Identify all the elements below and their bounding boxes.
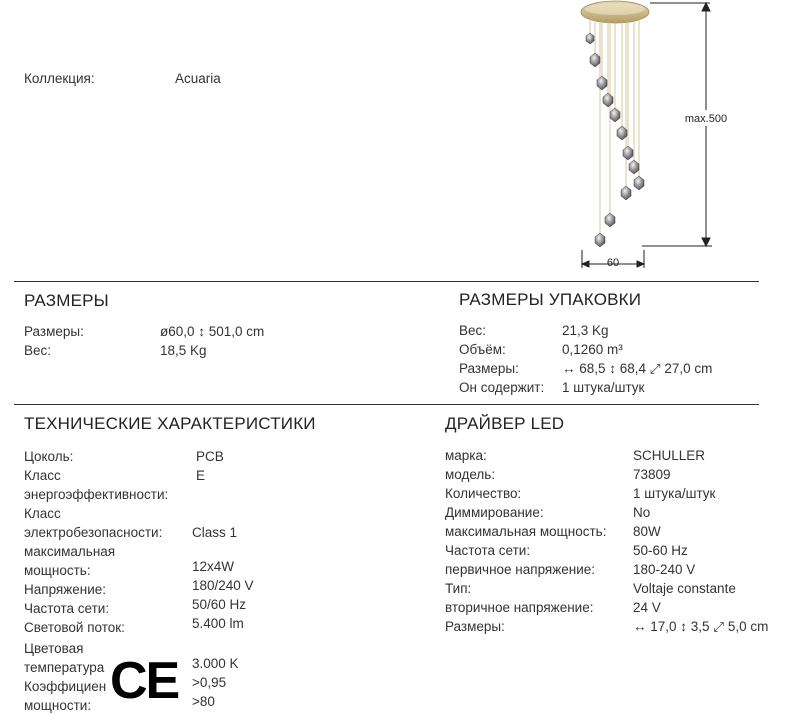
driver-row-value: 50-60 Hz xyxy=(633,543,688,558)
tech-row-label: мощность: xyxy=(24,563,91,578)
package-row-label: Размеры: xyxy=(459,361,519,376)
tech-row-label: максимальная xyxy=(24,544,116,559)
driver-row-label: Тип: xyxy=(445,581,472,596)
suspension-cables xyxy=(590,18,639,235)
package-row-label: Вес: xyxy=(459,323,487,338)
dimensions-row-label: Размеры: xyxy=(24,324,84,339)
driver-row-label: модель: xyxy=(445,467,496,482)
tech-row-value: >80 xyxy=(192,694,215,709)
dimensions-title: РАЗМЕРЫ xyxy=(24,291,109,310)
tech-row-label: энергоэффективности: xyxy=(24,487,169,502)
height-label: max.500 xyxy=(684,113,728,125)
tech-row-value: 12x4W xyxy=(192,559,235,574)
ce-mark-icon: CE xyxy=(110,652,179,710)
width-label: 60 xyxy=(606,257,620,269)
driver-row-value: 73809 xyxy=(633,467,671,482)
tech-row-value: 3.000 K xyxy=(192,656,239,671)
driver-row-label: Размеры: xyxy=(445,619,505,634)
tech-row-value: 5.400 lm xyxy=(192,616,244,631)
driver-row-label: Диммирование: xyxy=(445,505,544,520)
tech-row-label: Частота сети: xyxy=(24,601,110,616)
package-row-value: ↔ 68,5 ↕ 68,4 ⤢ 27,0 cm xyxy=(562,361,713,376)
divider-top xyxy=(14,281,759,282)
tech-title: ТЕХНИЧЕСКИЕ ХАРАКТЕРИСТИКИ xyxy=(24,414,316,433)
tech-row-label: электробезопасности: xyxy=(24,525,163,540)
driver-row-value: 80W xyxy=(633,524,661,539)
lamp-drawing xyxy=(560,0,760,275)
tech-row-label: Цоколь: xyxy=(24,449,74,464)
tech-row-label: Световой поток: xyxy=(24,620,125,635)
driver-title: ДРАЙВЕР LED xyxy=(445,414,565,433)
driver-row-value: 24 V xyxy=(633,600,661,615)
tech-row-value: Class 1 xyxy=(192,525,238,540)
dimensions-row-value: 18,5 Kg xyxy=(160,343,207,358)
tech-row-value: 180/240 V xyxy=(192,578,254,593)
tech-row-label: Напряжение: xyxy=(24,582,107,597)
driver-row-label: первичное напряжение: xyxy=(445,562,596,577)
driver-row-value: 1 штука/штук xyxy=(633,486,716,501)
driver-row-label: максимальная мощность: xyxy=(445,524,607,539)
tech-row-value: 50/60 Hz xyxy=(192,597,247,612)
driver-row-label: марка: xyxy=(445,448,487,463)
package-title: РАЗМЕРЫ УПАКОВКИ xyxy=(459,290,642,309)
tech-row-label: Цветовая xyxy=(24,641,84,656)
driver-row-value: No xyxy=(633,505,651,520)
package-row-value: 0,1260 m³ xyxy=(562,342,623,357)
tech-row-label: Класс xyxy=(24,506,61,521)
tech-row-value: E xyxy=(196,468,206,483)
tech-row-value: >0,95 xyxy=(192,675,227,690)
collection-label: Коллекция: xyxy=(24,71,95,86)
dimensions-row-label: Вес: xyxy=(24,343,52,358)
driver-row-label: вторичное напряжение: xyxy=(445,600,594,615)
driver-row-value: 180-240 V xyxy=(633,562,696,577)
package-row-value: 1 штука/штук xyxy=(562,380,645,395)
driver-row-label: Частота сети: xyxy=(445,543,531,558)
tech-row-label: Коэффициен xyxy=(24,679,107,694)
collection-value: Acuaria xyxy=(175,71,221,86)
tech-row-label: Класс xyxy=(24,468,61,483)
driver-row-value: SCHULLER xyxy=(633,448,706,463)
driver-row-label: Количество: xyxy=(445,486,522,501)
driver-row-value: ↔ 17,0 ↕ 3,5 ⤢ 5,0 cm xyxy=(633,619,769,634)
dimensions-row-value: ø60,0 ↕ 501,0 cm xyxy=(160,324,265,339)
package-row-label: Объём: xyxy=(459,342,506,357)
tech-row-value: PCB xyxy=(196,449,224,464)
package-row-label: Он содержит: xyxy=(459,380,545,395)
driver-row-value: Voltaje constante xyxy=(633,581,736,596)
package-row-value: 21,3 Kg xyxy=(562,323,609,338)
tech-row-label: мощности: xyxy=(24,698,92,713)
divider-middle xyxy=(14,404,759,405)
tech-row-label: температура xyxy=(24,660,105,675)
